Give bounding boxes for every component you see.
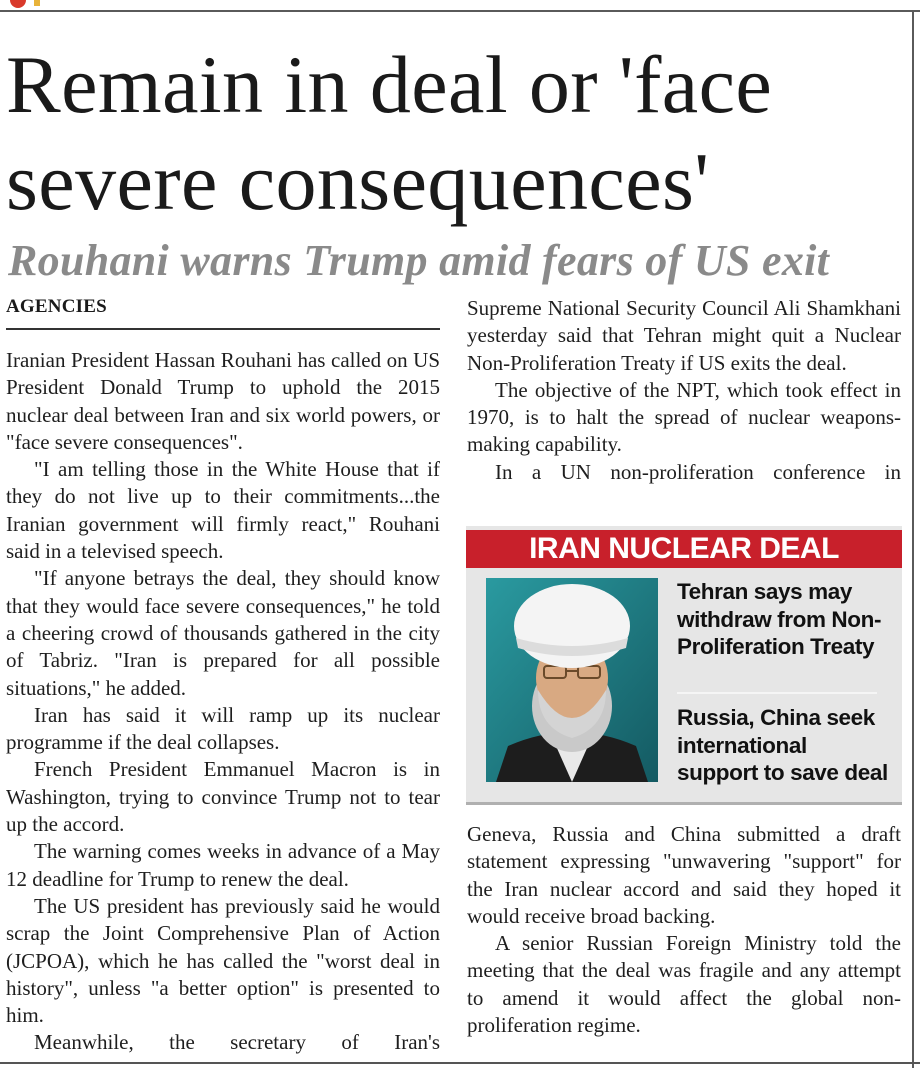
paragraph: Meanwhile, the secretary of Iran's [34,1030,440,1055]
paragraph: The objective of the NPT, which took effect in 1970, is to halt the spread of nuclear weapons-making capability. [467,377,901,457]
paragraph: French President Emmanuel Macron is in Washington, trying to convince Trump not to tear up the accord. [6,757,440,837]
paragraph: Geneva, Russia and China submitted a draft statement expressing "unwavering "support" for the Iran nuclear accord and said they hoped it would receive broad backing. [467,822,901,928]
paragraph: In a UN non-proliferation conference in [495,459,901,484]
paragraph: "I am telling those in the White House that if they do not live up to their commitments...the Iranian government will firmly react," Rouhani said in a televised speech. [6,457,440,564]
paragraph: A senior Russian Foreign Ministry told the meeting that the deal was fragile and any attempt to amend it would affect the global non-proliferation regime. [467,931,901,1038]
info-box-shadow [466,802,902,805]
byline-rule [6,328,440,330]
logo-icon [10,0,26,8]
info-box [466,526,902,802]
subheadline: Rouhani warns Trump amid fears of US exit [8,236,830,285]
info-box-title: IRAN NUCLEAR DEAL [466,530,902,568]
page-bottom-rule [0,1062,920,1064]
article-column-right-bottom [467,821,901,1039]
headline: Remain in deal or 'face severe consequences' [6,39,773,227]
info-divider [677,692,877,694]
portrait-photo [486,578,658,782]
paragraph: Iran has said it will ramp up its nuclear programme if the deal collapses. [6,702,440,755]
logo-bar-icon [34,0,40,6]
article-column-left [6,347,440,1057]
info-point-2: Russia, China seek international support to save deal [677,705,888,785]
paragraph: Supreme National Security Council Ali Shamkhani yesterday said that Tehran might quit a Nuclear Non-Proliferation Treaty if US exits the deal. [467,296,901,375]
paragraph: Iranian President Hassan Rouhani has called on US President Donald Trump to uphold the 2015 nuclear deal between Iran and six world powers, or "face severe consequences". [6,348,440,454]
article-column-right-top [467,295,901,486]
paragraph: The warning comes weeks in advance of a May 12 deadline for Trump to renew the deal. [6,839,440,891]
masthead-strip [0,0,920,12]
page-right-rule [912,10,914,1068]
paragraph: "If anyone betrays the deal, they should know that they would face severe consequences," he told a cheering crowd of thousands gathered in the city of Tabriz. "Iran is prepared for all possible situations," he added. [6,566,440,700]
paragraph: The US president has previously said he would scrap the Joint Comprehensive Plan of Action (JCPOA), which he has called the "worst deal in history", unless "a better option" is presented to him. [6,893,440,1028]
info-point-1: Tehran says may withdraw from Non-Proliferation Treaty [677,579,882,659]
byline: AGENCIES [6,296,107,317]
